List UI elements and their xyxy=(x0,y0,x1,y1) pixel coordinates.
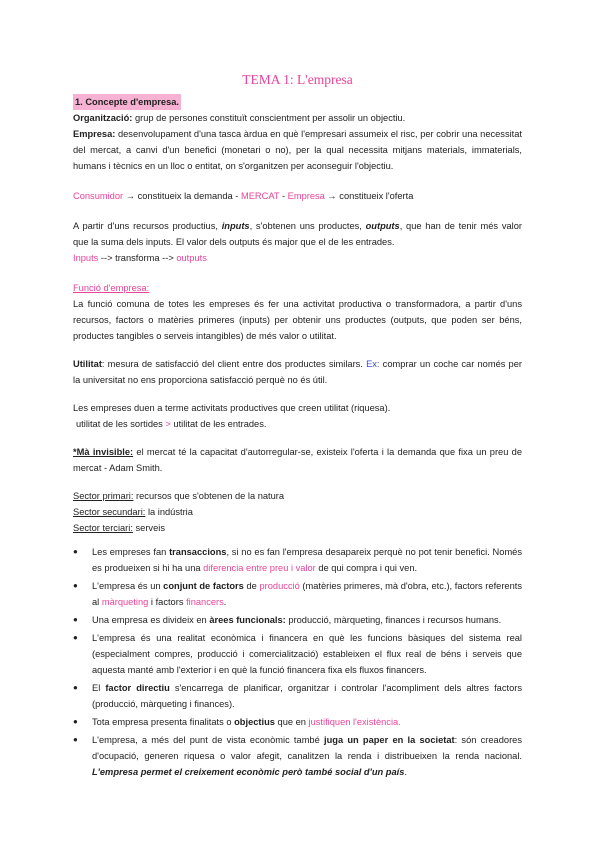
section-heading: 1. Concepte d'empresa. xyxy=(73,94,181,110)
list-item: ● Les empreses fan transaccions, si no es fan l'empresa desapareix perquè no pot tenir benefici. Només es produeixen si hi ha una diferencia entre preu i valor de qui compra i qui ven. xyxy=(92,544,522,576)
list-item: ● El factor directiu s'encarrega de planificar, organitzar i controlar l'acompliment dels altres factors (producció, màrqueting i finances). xyxy=(92,680,522,712)
organitzacio-definition: Organització: grup de persones constituït conscientment per assolir un objectiu. xyxy=(73,113,406,123)
list-item: ● L'empresa, a més del punt de vista econòmic també juga un paper en la societat: són creadores d'ocupació, generen riquesa o valor afegit, canalitzen la renda i distribueixen la renda nacional. L'empresa permet el creixement econòmic però també social d'un país. xyxy=(92,732,522,780)
market-line: Consumidor → constitueix la demanda - MERCAT - Empresa → constitueix l'oferta xyxy=(73,191,414,201)
section-concept xyxy=(73,94,522,266)
sectors-list xyxy=(73,488,522,536)
funcio-text: La funció comuna de totes les empreses és fer una activitat productiva o transformadora, a partir d'uns recursos, factors o matèries primeres (inputs) per obtenir uns productes (outputs, que poden ser béns, productes tangibles o serveis intangibles) de més valor o utilitat. xyxy=(73,299,522,341)
empresa-definition: Empresa: desenvolupament d'una tasca àrdua en què l'empresari assumeix el risc, per cobrir una necessitat del mercat, a canvi d'un benefici (monetari o no), per la qual necessita mitjans materials, immaterials, humans i tècnics en un lloc o entitat, on s'organitzen per aconseguir l'objectiu. xyxy=(73,129,523,171)
list-item: ● Una empresa es divideix en àrees funcionals: producció, màrqueting, finances i recursos humans. xyxy=(92,612,522,628)
inputs-flow: Inputs --> transforma --> outputs xyxy=(73,253,207,263)
sector-item: Sector primari: recursos que s'obtenen de la natura xyxy=(73,491,285,501)
page-title: TEMA 1: L'empresa xyxy=(242,72,353,87)
list-item: ● L'empresa és una realitat econòmica i financera en què les funcions bàsiques del sistema real (especialment compres, producció i comercialització) estableixen el flux real de béns i serveis que aquesta manté amb l'exterior i en què la funció financera fixa els fluxos financers. xyxy=(92,630,522,678)
inputs-paragraph: A partir d'uns recursos productius, inputs, s'obtenen uns productes, outputs, que han de tenir més valor que la suma dels inputs. El valor dels outputs és major que el de les entrades. xyxy=(73,221,522,247)
list-item: ● Tota empresa presenta finalitats o objectius que en justifiquen l'existència. xyxy=(92,714,522,730)
utilitat-definition: Utilitat: mesura de satisfacció del client entre dos productes similars. Ex: comprar un coche car només per la universitat no ens proporciona satisfacció perquè no és útil. xyxy=(73,359,522,385)
sector-item: Sector terciari: serveis xyxy=(73,523,165,533)
ma-invisible-definition: *Mà invisible: el mercat té la capacitat d'autorregular-se, existeix l'oferta i la demanda que fixa un preu de mercat - Adam Smith. xyxy=(73,447,523,473)
funcio-heading: Funció d'empresa: xyxy=(73,283,150,293)
bullet-list xyxy=(73,544,522,780)
sector-item: Sector secundari: la indústria xyxy=(73,507,193,517)
activitats-line: Les empreses duen a terme activitats productives que creen utilitat (riquesa). xyxy=(73,403,391,413)
list-item: ● L'empresa és un conjunt de factors de producció (matèries primeres, mà d'obra, etc.), factors referents al màrqueting i factors financers. xyxy=(92,578,522,610)
utilitat-comparison: utilitat de les sortides > utilitat de les entrades. xyxy=(76,419,267,429)
section-funcio xyxy=(73,280,522,344)
